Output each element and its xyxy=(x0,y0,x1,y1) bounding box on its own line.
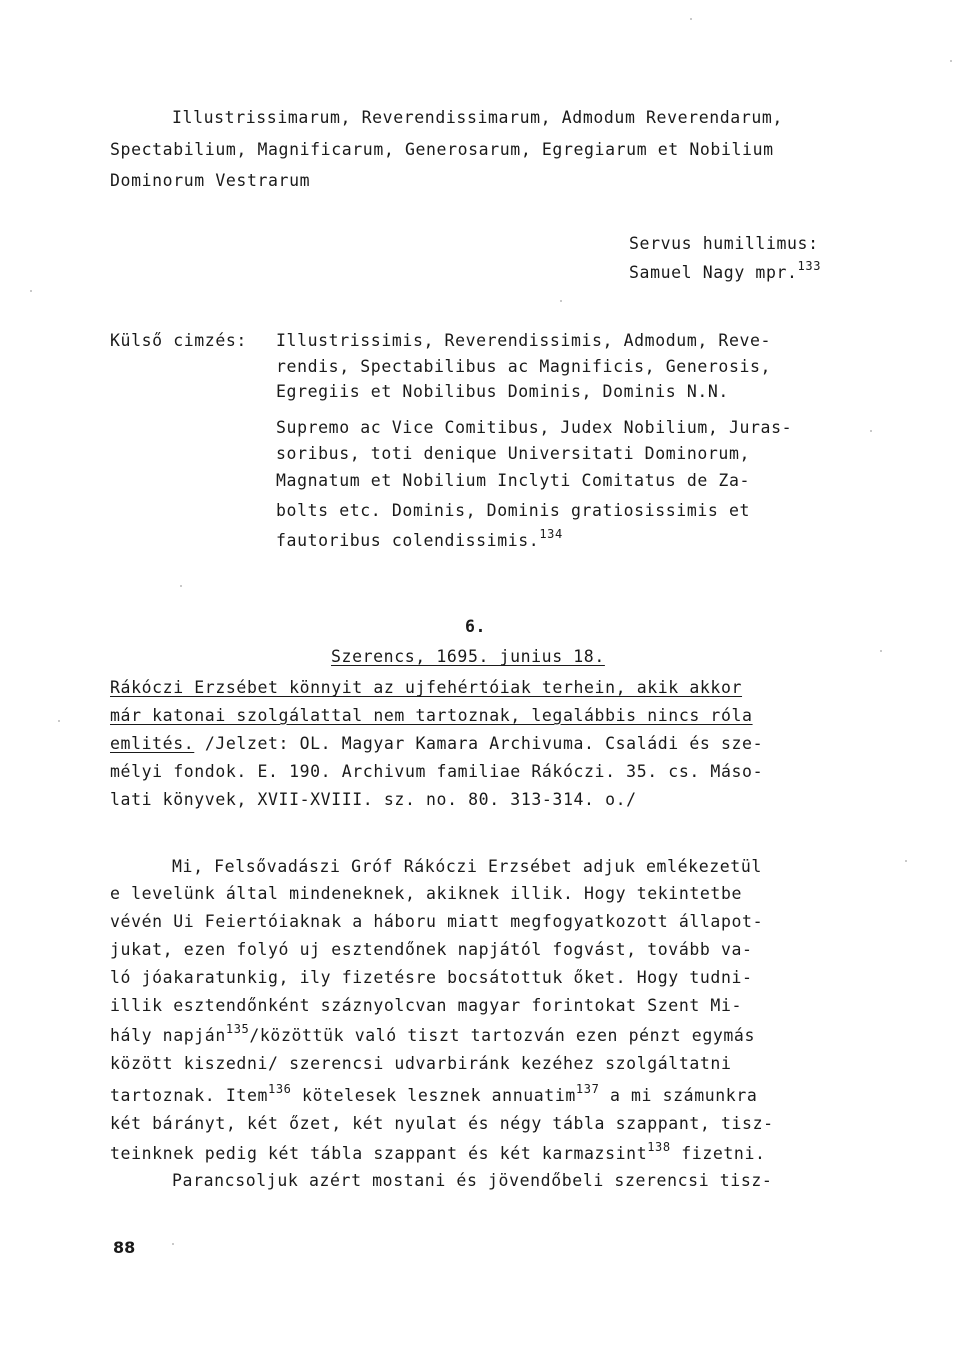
body-line-3: vévén Ui Feiertóiaknak a háboru miatt megfogyatkozott állapot- xyxy=(110,912,764,931)
address-line-6: Magnatum et Nobilium Inclyti Comitatus de Za- xyxy=(276,471,751,490)
scan-speck xyxy=(172,1243,174,1245)
body-line-4: jukat, ezen folyó uj esztendőnek napjától fogvást, tovább va- xyxy=(110,940,753,959)
body-line-5: ló jóakaratunkig, ily fizetésre bocsátottuk őket. Hogy tudni- xyxy=(110,968,753,987)
address-label: Külső cimzés: xyxy=(110,331,247,350)
body-line-7-a: hály napján xyxy=(110,1026,226,1045)
body-line-11-a: teinknek pedig két tábla szappant és két karmazsint xyxy=(110,1144,648,1163)
summary-line-2: már katonai szolgálattal nem tartoznak, legalábbis nincs róla xyxy=(110,706,753,725)
scan-speck xyxy=(180,585,182,587)
footnote-135: 135 xyxy=(225,1022,250,1036)
closing-servus: Servus humillimus: xyxy=(629,234,819,253)
footnote-137: 137 xyxy=(575,1082,600,1096)
body-line-9-c: a mi számunkra xyxy=(599,1086,758,1105)
document-number: 6. xyxy=(465,617,487,636)
signature-text: Samuel Nagy mpr. xyxy=(629,263,798,282)
body-line-8: között kiszedni/ szerencsi udvarbiránk kezéhez szolgáltatni xyxy=(110,1054,732,1073)
body-line-9-b: kötelesek lesznek annuatim xyxy=(291,1086,576,1105)
source-line-3: lati könyvek, XVII-XVIII. sz. no. 80. 313-314. o./ xyxy=(110,790,637,809)
scan-speck xyxy=(880,650,882,652)
address-line-8 xyxy=(276,527,563,552)
footnote-136: 136 xyxy=(268,1082,292,1096)
scan-speck xyxy=(870,430,872,432)
body-line-9 xyxy=(110,1082,758,1107)
scan-speck xyxy=(905,860,907,862)
address-line-7: bolts etc. Dominis, Dominis gratiosissimis et xyxy=(276,501,751,520)
page-number: 88 xyxy=(113,1238,136,1257)
body-line-7-b: /közöttük való tiszt tartozván ezen pénzt egymás xyxy=(249,1026,755,1045)
scan-speck xyxy=(560,300,562,302)
closing-signature xyxy=(629,259,822,284)
summary-line-3-underlined: emlités. xyxy=(110,734,195,753)
summary-line-1: Rákóczi Erzsébet könnyit az ujfehértóiak terhein, akik akkor xyxy=(110,678,743,697)
address-line-3: Egregiis et Nobilibus Dominis, Dominis N.N. xyxy=(276,382,729,401)
scan-speck xyxy=(30,290,32,292)
source-line-1: /Jelzet: OL. Magyar Kamara Archivuma. Családi és sze- xyxy=(194,734,764,753)
salutation-line-2: Spectabilium, Magnificarum, Generosarum, Egregiarum et Nobilium xyxy=(110,140,774,159)
salutation-line-1: Illustrissimarum, Reverendissimarum, Admodum Reverendarum, xyxy=(172,108,783,127)
body-line-2: e levelünk által mindeneknek, akiknek illik. Hogy tekintetbe xyxy=(110,884,743,903)
address-line-4: Supremo ac Vice Comitibus, Judex Nobilium, Juras- xyxy=(276,418,793,437)
source-line-2: mélyi fondok. E. 190. Archivum familiae Rákóczi. 35. cs. Máso- xyxy=(110,762,764,781)
scan-speck xyxy=(950,60,952,62)
place-date: Szerencs, 1695. junius 18. xyxy=(331,647,605,666)
summary-line-3 xyxy=(110,733,763,755)
body-line-10: két bárányt, két őzet, két nyulat és négy tábla szappant, tisz- xyxy=(110,1114,774,1133)
footnote-134: 134 xyxy=(539,527,563,541)
footnote-138: 138 xyxy=(647,1140,671,1154)
body-line-9-a: tartoznak. Item xyxy=(110,1086,269,1105)
salutation-line-3: Dominorum Vestrarum xyxy=(110,171,311,190)
address-line-2: rendis, Spectabilibus ac Magnificis, Generosis, xyxy=(276,357,772,376)
scan-speck xyxy=(690,18,692,20)
body-line-1: Mi, Felsővadászi Gróf Rákóczi Erzsébet adjuk emlékezetül xyxy=(172,857,762,876)
body-line-11-b: fizetni. xyxy=(670,1144,766,1163)
body-line-12: Parancsoljuk azért mostani és jövendőbeli szerencsi tisz- xyxy=(172,1171,773,1190)
scan-speck xyxy=(58,720,60,722)
body-line-6: illik esztendőnként száznyolcvan magyar forintokat Szent Mi- xyxy=(110,996,743,1015)
footnote-133: 133 xyxy=(797,259,822,273)
body-line-11 xyxy=(110,1140,766,1165)
body-line-7 xyxy=(110,1022,755,1047)
address-line-8-text: fautoribus colendissimis. xyxy=(276,531,540,550)
address-line-1: Illustrissimis, Reverendissimis, Admodum, Reve- xyxy=(276,331,772,350)
address-line-5: soribus, toti denique Universitati Dominorum, xyxy=(276,444,751,463)
